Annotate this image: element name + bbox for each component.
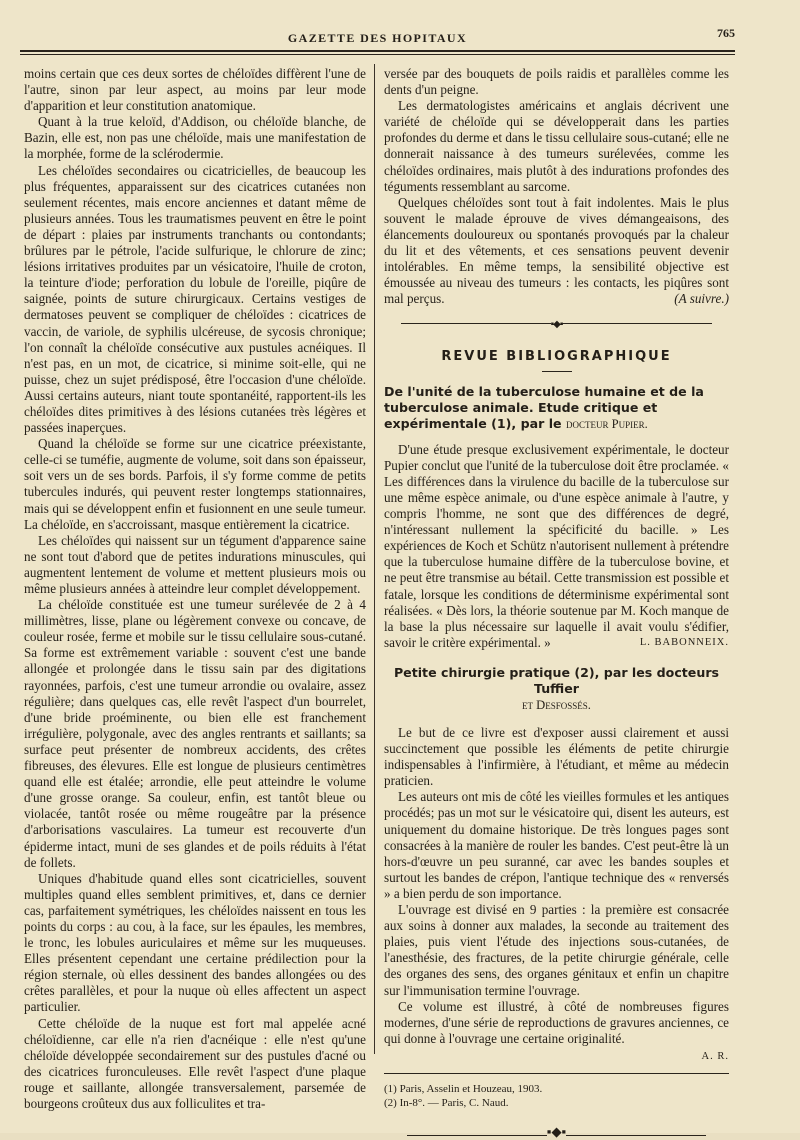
review-body: Le but de ce livre est d'exposer aussi clairement et aussi succinctement que possible les éléments de petite chirurgie indispensables à l'infirmière, à l'étudiant, et même au médecin praticien. <box>384 725 729 789</box>
review-author: et Desfossés. <box>522 698 591 712</box>
review-signature: L. BABONNEIX. <box>639 636 729 648</box>
review-title-text: De l'unité de la tuberculose humaine et de la tuberculose animale. Etude critique et expérimentale (1), par le <box>384 383 704 431</box>
review-title-text: Petite chirurgie pratique (2), par les docteurs Tuffier <box>393 665 720 696</box>
paragraph: Quant à la true keloïd, d'Addison, ou chéloïde blanche, de Bazin, elle est, non pas une chéloïde, mais une manifestation de la morphée, forme de la sclérodermie. <box>24 114 366 162</box>
left-column <box>24 66 366 1112</box>
paragraph: Cette chéloïde de la nuque est fort mal appelée acné chéloïdienne, car elle n'a rien d'acnéique : elle n'est qu'une chéloïde développée secondairement sur des pustules d'acné ou des cicatrices furonculeuses. Elle revêt l'aspect d'une plaque rouge et saillante, allongée transversalement, parsemée de bourgeons croûteux dus aux folliculites et tra- <box>24 1015 366 1111</box>
ornament-divider: ▪◆▪ <box>384 1124 729 1140</box>
column-separator <box>374 64 375 1054</box>
paragraph: La chéloïde constituée est une tumeur surélevée de 2 à 4 millimètres, lisse, plane ou légèrement convexe ou concave, de couleur rosée, ferme et mobile sur le tissu cellulaire sous-cutané. Sa forme est extrêmement variable : souvent c'est une bande allongée et prolongée dans le tissu sain par des digitations rayonnées, parfois, c'est une tumeur arrondie ou ovalaire, assez régulière; dans quelques cas, elle revêt l'aspect d'un bourrelet, d'une bride proéminente, ou bien elle est franchement irrégulière, polygonale, avec des angles rentrants et saillants; sa surface peut présenter de nombreux accidents, des crêtes fibreuses, des élevures. Elle est longue de plusieurs centimètres quand elle est étalée; arrondie, elle peut atteindre le volume d'une grosse orange. Sa couleur, enfin, est tantôt bleue ou violacée, tantôt rosée ou même rougeâtre par la présence d'arborisations vasculaires. La tumeur est recouverte d'un épiderme intact, muni de ses glandes et de poils réduits à l'état de follets. <box>24 597 366 870</box>
review-body: Les auteurs ont mis de côté les vieilles formules et les antiques procédés; pas un mot sur le vésicatoire qui, disent les auteurs, est uniquement du domaine historique. De très longues pages sont consacrées à la manière de rouler les bandes. C'est peut-être là un hors-d'œuvre un peu suranné, car avec les bandes souples et surtout les bandes de crépon, l'antique technique des « renversés » a bien perdu de son importance. <box>384 789 729 901</box>
review-body: Ce volume est illustré, à côté de nombreuses figures modernes, d'une série de reproductions de gravures anciennes, ce qui donne à l'ouvrage une certaine originalité. <box>384 998 729 1046</box>
paragraph: Les dermatologistes américains et anglais décrivent une variété de chéloïde qui se développerait dans les parties profondes du derme et dans le tissu cellulaire sous-cutané; elle ne donnerait naissance à des tumeurs surélevées, comme les chéloïdes ordinaires, mais plutôt à des indurations profondes des téguments ressemblant au sarcome. <box>384 98 729 194</box>
footnote: (1) Paris, Asselin et Houzeau, 1903. <box>384 1082 543 1095</box>
footnote-rule <box>384 1073 729 1074</box>
paragraph: Quand la chéloïde se forme sur une cicatrice préexistante, celle-ci se tuméfie, augmente de volume, soit dans son épaisseur, soit vers un de ses bords. Parfois, il s'y forme comme de petits tubercules indurés, qui peuvent rester longtemps stationnaires, mais qui se développent enfin et fusionnent en une seule tumeur. La chéloïde, en s'accroissant, masque entièrement la cicatrice. <box>24 436 366 532</box>
paragraph: Les chéloïdes qui naissent sur un tégument d'apparence saine ne sont tout d'abord que de petites indurations minuscules, qui augmentent lentement de volume et mettent plusieurs mois ou même plusieurs années à atteindre leur complet développement. <box>24 532 366 596</box>
review-signature: A. R. <box>701 1050 729 1062</box>
header-rule <box>20 50 735 52</box>
paragraph: Uniques d'habitude quand elles sont cicatricielles, souvent multiples quand elles semblent primitives, et, dans ce dernier cas, parfaitement symétriques, les chéloïdes naissent en tous les points du corps : au cou, à la face, sur les épaules, les membres, le tronc, les lobules auriculaires et même sur les muqueuses. Elles présentent cependant une certaine prédilection pour la région sternale, où elles dessinent des bandes allongées ou des crêtes parallèles, et pour la nuque où elles affectent un aspect particulier. <box>24 870 366 1015</box>
ornament-divider: ▪◆▪ <box>384 317 729 333</box>
a-suivre-note: (A suivre.) <box>674 291 729 307</box>
title-underline <box>542 371 572 372</box>
paragraph: Les chéloïdes secondaires ou cicatricielles, de beaucoup les plus fréquentes, apparaissent sur des cicatrices cutanées non seulement récentes, mais encore anciennes et datant même de plusieurs années. Tous les traumatismes peuvent en être le point de départ : plaies par instruments tranchants ou contondants; brûlures par le pétrole, l'acide sulfurique, le chlorure de zinc; lésions irritatives produites par un vésicatoire, l'huile de croton, la teinture d'iode; perforation du lobule de l'oreille, piqûre de saignée, points de suture chirurgicaux. Certains vestiges de dermatoses peuvent se compliquer de chéloïdes : cicatrices de vaccin, de variole, de syphilis ulcéreuse, de sycosis chronique; l'on connaît la chéloïde consécutive aux pustules acnéiques. Il n'est pas, en un mot, de cicatrice, si minime soit-elle, qui ne puisse, chez un sujet prédisposé, être l'occasion d'une chéloïde. Aussi certains auteurs, niant toute spontanéité, rapportent-ils les chéloïdes dites primitives à des lésions cutanées très légères et passées inaperçues. <box>24 162 366 436</box>
journal-title: GAZETTE DES HOPITAUX <box>287 31 468 45</box>
paragraph: Quelques chéloïdes sont tout à fait indolentes. Mais le plus souvent le malade éprouve de vives démangeaisons, des élancements douloureux ou spontanés provoqués par la chaleur du lit et des vêtements, et ces sensations peuvent devenir intolérables. En même temps, la sensibilité objective est émoussée au niveau des tumeurs : les contacts, les piqûres sont mal perçus. <box>384 194 729 307</box>
header-rule-thin <box>20 54 735 55</box>
page-number: 765 <box>717 26 735 40</box>
section-title: REVUE BIBLIOGRAPHIQUE <box>441 348 672 364</box>
review-title <box>384 665 729 713</box>
paragraph: moins certain que ces deux sortes de chéloïdes diffèrent l'une de l'autre, sinon par leur aspect, au moins par leur mode d'apparition et leur constitution anatomique. <box>24 66 366 114</box>
footnote: (2) In-8°. — Paris, C. Naud. <box>384 1096 509 1109</box>
footnotes <box>384 1082 729 1110</box>
review-title <box>384 384 729 432</box>
review-author: docteur Pupier. <box>565 416 648 431</box>
review-body: D'une étude presque exclusivement expérimentale, le docteur Pupier conclut que l'unité de la tuberculose doit être proclamée. « Les différences dans la virulence du bacille de la tuberculose sur une même espèce animale, ou d'une espèce animale à l'autre, y compris l'homme, ne sont que des différences de degré, n'intéressant nullement la spécificité du bacille. » Les expériences de Koch et Schütz n'autorisent nullement à prétendre que la tuberculose humaine diffère de la tuberculose bovine, et ne peut être transmise au bétail. Cette transmission est possible et fatale, lorsque les conditions de déterminisme expérimental sont réalisées. « Dès lors, la théorie soutenue par M. Koch manque de la base la plus nécessaire sur laquelle il avait voulu s'édifier, savoir le critère expérimental. » <box>384 441 729 650</box>
paragraph: versée par des bouquets de poils raidis et parallèles comme les dents d'un peigne. <box>384 66 729 98</box>
right-column <box>384 66 729 1140</box>
page-header <box>20 26 735 48</box>
review-body: L'ouvrage est divisé en 9 parties : la première est consacrée aux soins à donner aux malades, la seconde au traitement des plaies, puis vient l'étude des injections sous-cutanées, de l'anesthésie, des fractures, de la petite chirurgie générale, celle des organes des sens, des organes génitaux et enfin un chapitre sur l'immunisation termine l'ouvrage. <box>384 902 729 998</box>
